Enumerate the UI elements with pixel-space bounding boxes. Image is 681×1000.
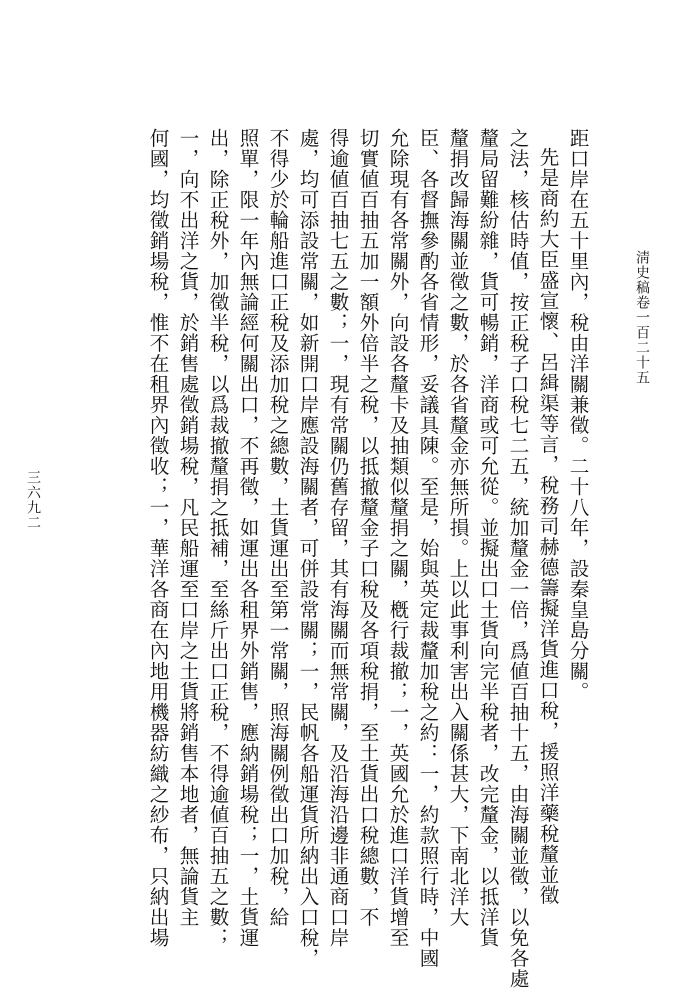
text-column: 不得少於輪船進口正稅及添加稅之總數，土貨運出至第一常關，照海關例徵出口加稅，給 <box>266 128 289 928</box>
page-number: 三六九二 <box>25 470 41 530</box>
text-column: 何國，均徵銷場稅，惟不在租界內徵收；一，華洋各商在內地用機器紡織之紗布，只納出場 <box>146 128 169 948</box>
text-column: 允除現有各常關外，向設各釐卡及抽類似釐捐之關，槪行裁撤；一，英國允於進口洋貨增至 <box>386 128 409 948</box>
text-column: 照單，限一年內無論經何關出口，不再徵，如運出各租界外銷售，應納銷場稅；一，土貨運 <box>236 128 259 948</box>
text-column: 切實値百抽五加一額外倍半之稅，以抵撤釐金子口稅及各項稅捐，至土貨出口稅總數，不 <box>356 128 379 928</box>
text-column: 釐捐改歸海關並徵之數，於各省釐金亦無所損。上以此事利害出入關係甚大，下南北洋大 <box>446 128 469 928</box>
text-column: 得逾値百抽七五之數；一，現有常關仍舊存留，其有海關而無常關，及沿海沿邊非通商口岸 <box>326 128 349 948</box>
text-column: 距口岸在五十里內，稅由洋關兼徵。二十八年，設秦皇島分關。 <box>566 128 589 702</box>
text-column: 臣、各督撫參酌各省情形，妥議具陳。至是，始與英定裁釐加稅之約：一，約款照行時，中國 <box>416 128 439 969</box>
text-column: 一，向不出洋之貨，於銷售處徵銷場稅，凡民船運至口岸之土貨將銷售本地者，無論貨主 <box>176 128 199 928</box>
text-column: 釐局留難紛雜，貨可暢銷，洋商或可允從。並擬出口土貨向完半稅者，改完釐金，以抵洋貨 <box>476 128 499 948</box>
running-header: 淸史稿卷一百二十五 <box>634 250 650 385</box>
text-column: 之法，核估時值，按正稅子口稅七二五，統加釐金一倍，爲値百抽十五，由海關並徵，以免各處 <box>506 128 529 989</box>
text-column: 出，除正稅外，加徵半稅，以爲裁撤釐捐之抵補，至絲斤出口正稅，不得逾値百抽五之數； <box>206 128 229 948</box>
text-column: 先是商約大臣盛宣懷、呂緝渠等言，稅務司赫德籌擬洋貨進口稅，援照洋藥稅釐並徵 <box>536 147 559 906</box>
text-column: 處，均可添設常關，如新開口岸應設海關者，可併設常關；一，民帆各船運貨所納出入口稅， <box>296 128 319 969</box>
